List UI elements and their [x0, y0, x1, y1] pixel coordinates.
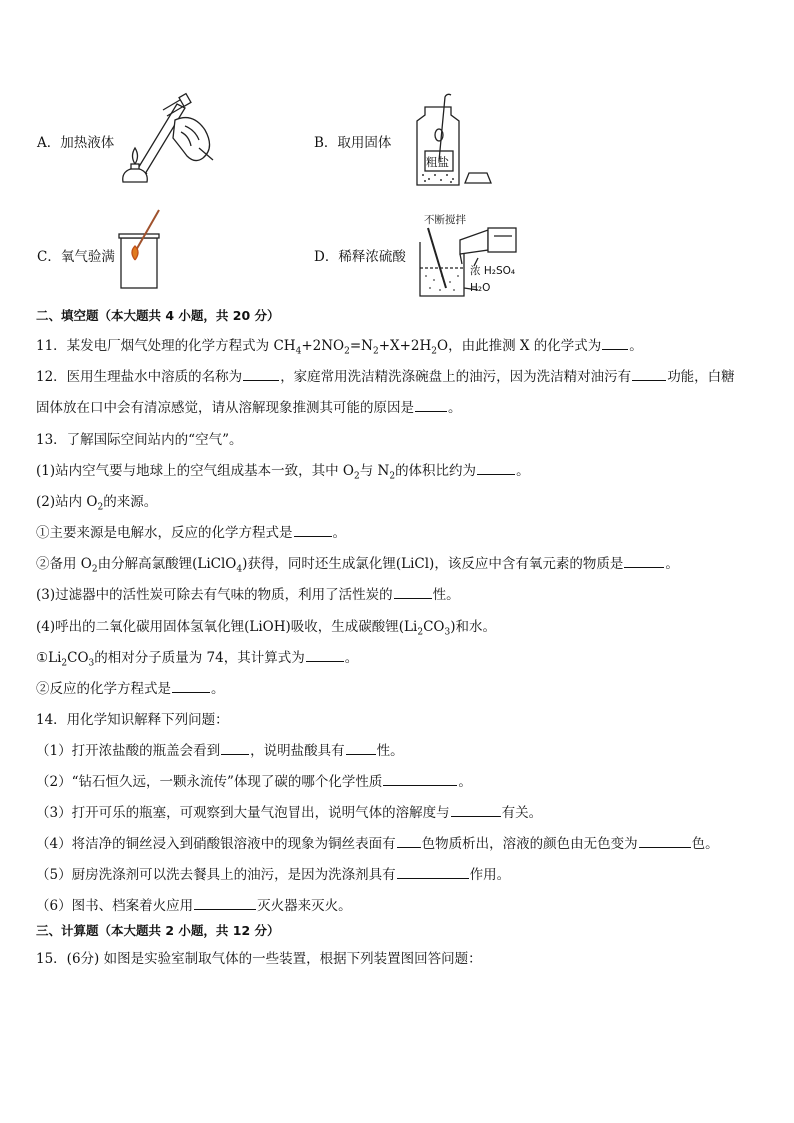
question-13-part4: (4)呼出的二氧化碳用固体氢氧化锂(LiOH)吸收，生成碳酸锂$(Li_2CO_3)$和水。	[36, 619, 496, 638]
option-c	[37, 245, 115, 265]
answer-blank	[624, 566, 664, 568]
question-12-line1: 12．医用生理盐水中溶质的名称为 ，家庭常用洗洁精洗涤碗盘上的油污，因为洗洁精对油污有 功能，白糖	[36, 369, 735, 385]
question-13-part2-2: ②备用 $O_2$由分解高氯酸锂(LiClO$_4$)获得，同时还生成氯化锂(LiCl)，该反应中含有氧元素的物质是 。	[36, 556, 679, 575]
question-13-part3: (3)过滤器中的活性炭可除去有气味的物质，利用了活性炭的 性。	[36, 587, 460, 603]
answer-blank	[397, 846, 421, 848]
option-text: 取用固体	[337, 135, 392, 151]
question-13-part4-1: $①Li_2CO_3$的相对分子质量为 74，其计算式为 。	[36, 650, 359, 669]
question-13-part2: (2)站内 $O_2$的来源。	[36, 494, 158, 513]
question-14-title: 14．用化学知识解释下列问题：	[36, 712, 229, 728]
question-13-part1: (1)站内空气要与地球上的空气组成基本一致，其中 $O_2$与 $N_2$的体积比约为 。	[36, 463, 530, 482]
answer-blank	[632, 379, 666, 381]
question-14-item5: （5）厨房洗涤剂可以洗去餐具上的油污，是因为洗涤剂具有 作用。	[36, 867, 511, 883]
figure-taking-solid	[405, 95, 500, 190]
question-13-title: 13．了解国际空间站内的“空气”。	[36, 432, 243, 448]
question-13-part4-2: ②反应的化学方程式是 。	[36, 681, 225, 697]
question-14-item2: （2）“钻石恒久远，一颗永流传”体现了碳的哪个化学性质 。	[36, 774, 472, 790]
answer-blank	[346, 753, 376, 755]
answer-blank	[221, 753, 249, 755]
option-letter: A．	[37, 135, 61, 151]
question-15: 15．(6分) 如图是实验室制取气体的一些装置，根据下列装置图回答问题：	[36, 951, 482, 967]
figure-heating-liquid	[115, 92, 225, 187]
question-14-item1: （1）打开浓盐酸的瓶盖会看到 ，说明盐酸具有 性。	[36, 743, 404, 759]
answer-blank	[394, 597, 432, 599]
answer-blank	[602, 348, 628, 350]
salt-label: 粗盐	[426, 155, 449, 169]
option-letter: C．	[37, 249, 61, 265]
answer-blank	[294, 535, 332, 537]
section-title: 二、填空题（本大题共 4 小题，共 20 分）	[36, 308, 280, 323]
water-label: H₂O	[470, 282, 491, 294]
answer-blank	[194, 908, 256, 910]
option-text: 氧气验满	[60, 249, 115, 265]
question-12-line2: 固体放在口中会有清凉感觉，请从溶解现象推测其可能的原因是 。	[36, 400, 462, 416]
answer-blank	[639, 846, 691, 848]
option-letter: D．	[314, 249, 339, 265]
answer-blank	[383, 784, 457, 786]
question-11: 11．某发电厂烟气处理的化学方程式为 $CH_4+2NO_2=N_2+X+2H_2O$，由此推测 X 的化学式为 。	[36, 338, 643, 357]
option-text: 加热液体	[60, 135, 115, 151]
option-a	[37, 131, 114, 151]
option-b	[314, 131, 391, 151]
section-title: 三、计算题（本大题共 2 小题，共 12 分）	[36, 923, 280, 938]
option-text: 稀释浓硫酸	[338, 249, 406, 265]
answer-blank	[477, 473, 515, 475]
stir-label: 不断搅拌	[424, 214, 466, 226]
answer-blank	[306, 660, 344, 662]
option-letter: B．	[314, 135, 338, 151]
option-d	[314, 245, 406, 265]
question-14-item6: （6）图书、档案着火应用 灭火器来灭火。	[36, 898, 352, 914]
answer-blank	[451, 815, 501, 817]
question-14-item4: （4）将洁净的铜丝浸入到硝酸银溶液中的现象为铜丝表面有 色物质析出，溶液的颜色由无色变为 色。	[36, 836, 719, 852]
acid-label: 浓 H₂SO₄	[470, 265, 516, 277]
answer-blank	[172, 691, 210, 693]
answer-blank	[243, 379, 279, 381]
figure-oxygen-test	[115, 208, 175, 293]
question-13-part2-1: ①主要来源是电解水，反应的化学方程式是 。	[36, 525, 346, 541]
answer-blank	[415, 410, 447, 412]
question-14-item3: （3）打开可乐的瓶塞，可观察到大量气泡冒出，说明气体的溶解度与 有关。	[36, 805, 543, 821]
answer-blank	[397, 877, 469, 879]
